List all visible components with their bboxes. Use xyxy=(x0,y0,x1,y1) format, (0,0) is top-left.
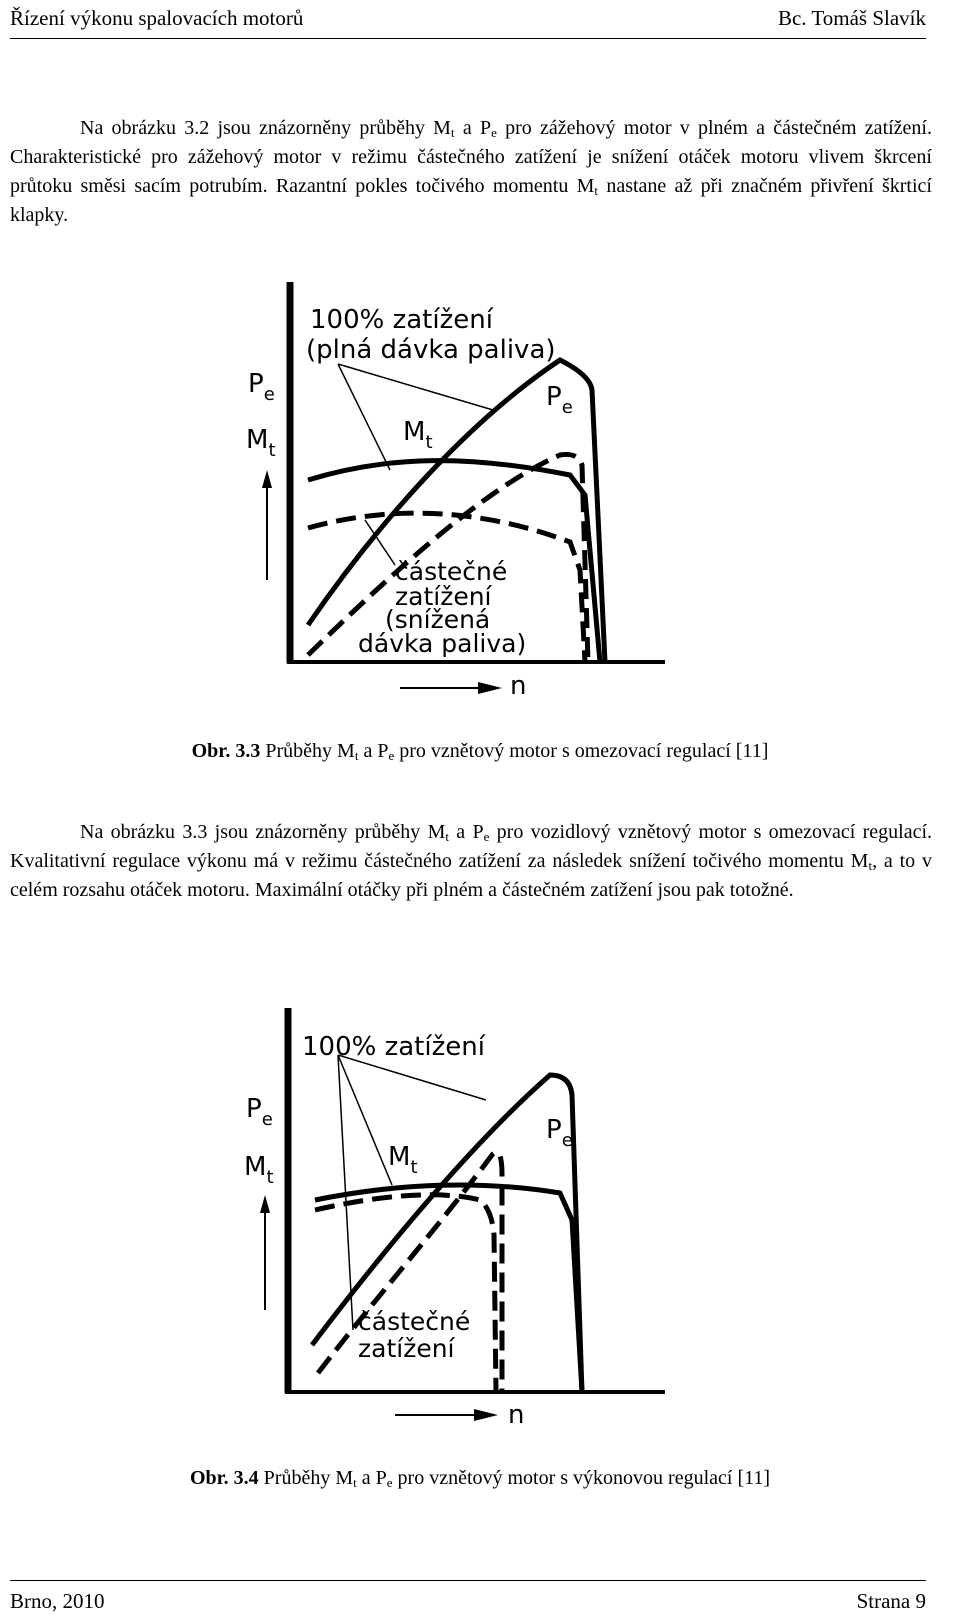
subscript: e xyxy=(491,125,497,140)
y-arrow-head xyxy=(260,1195,270,1213)
y-arrow-head xyxy=(262,470,272,488)
label-partial-3: (snížená xyxy=(385,605,491,634)
header-author: Bc. Tomáš Slavík xyxy=(777,6,926,30)
caption-figure-3-4 xyxy=(0,1464,960,1492)
n-arrow-head xyxy=(478,682,502,694)
caption-text: pro vznětový motor s omezovací regulací [11] xyxy=(394,740,769,762)
header-title: Řízení výkonu spalovacích motorů xyxy=(10,6,304,30)
label-partial-2: zatížení xyxy=(395,582,492,611)
subscript: t xyxy=(868,858,873,873)
axis-label-mt: $M_t$ xyxy=(246,425,276,461)
paragraph-2 xyxy=(10,818,932,905)
curve-label-pe: $P_e$ xyxy=(546,1115,573,1151)
caption-text: Průběhy M xyxy=(258,1467,354,1489)
page-header xyxy=(10,4,926,39)
caption-text: a P xyxy=(356,1467,387,1489)
figure-1-diagram xyxy=(240,280,680,700)
figure-omezovaci-regulace xyxy=(240,280,680,700)
label-full-load-sub: (plná dávka paliva) xyxy=(306,335,556,365)
label-full-load: 100% zatížení xyxy=(310,305,493,335)
label-full-load: 100% zatížení xyxy=(302,1032,485,1062)
leader-line-pe xyxy=(338,364,493,410)
caption-number: Obr. 3.4 xyxy=(189,1467,259,1489)
footer-place-date: Brno, 2010 xyxy=(10,1589,105,1613)
axis-label-pe: $P_e$ xyxy=(246,1094,273,1130)
paragraph-2-text: , a to v celém rozsahu otáček motoru. Maximální otáčky při plném a částečném zatížení jsou pak totožné. xyxy=(10,850,932,901)
figure-2-diagram xyxy=(240,1005,680,1430)
caption-figure-3-3 xyxy=(0,737,960,765)
caption-text: Průběhy M xyxy=(260,740,355,762)
paragraph-2-text: Na obrázku 3.3 jsou znázorněny průběhy M xyxy=(80,821,446,843)
subscript: t xyxy=(594,183,599,198)
subscript: e xyxy=(386,1475,393,1490)
paragraph-1 xyxy=(10,114,932,230)
n-arrow-head xyxy=(474,1409,498,1421)
paragraph-1-text: pro zážehový motor v plném a částečném zatížení. Charakteristické pro zážehový motor v režimu částečného zatížení je snížení otáček motoru vlivem škrcení průtoku směsi sacím potrubím. Razantní pokles točivého momentu M xyxy=(10,117,932,197)
paragraph-1-text: Na obrázku 3.2 jsou znázorněny průběhy M xyxy=(80,117,451,139)
curve-label-mt: $M_t$ xyxy=(403,417,433,453)
axis-label-pe: $P_e$ xyxy=(248,369,275,405)
paragraph-1-text: nastane až při značném přivření škrticí klapky. xyxy=(10,175,932,226)
leader-line-mt xyxy=(338,1055,392,1185)
page-footer xyxy=(10,1580,926,1615)
axis-label-mt: $M_t$ xyxy=(244,1152,274,1188)
subscript: t xyxy=(450,125,455,140)
curve-label-mt: $M_t$ xyxy=(388,1142,418,1178)
subscript: t xyxy=(353,1475,357,1490)
axis-label-n: n xyxy=(510,671,527,700)
figure-vykonova-regulace xyxy=(240,1005,680,1430)
caption-number: Obr. 3.3 xyxy=(191,740,261,762)
label-partial-1: částečné xyxy=(395,557,508,586)
leader-line-mt xyxy=(338,364,390,470)
paragraph-2-text: a P xyxy=(448,821,484,843)
subscript: t xyxy=(445,829,449,844)
footer-page-number: Strana 9 xyxy=(856,1589,926,1613)
paragraph-1-text: a P xyxy=(454,117,492,139)
paragraph-2-text: pro vozidlový vznětový motor s omezovací regulací. Kvalitativní regulace výkonu má v režimu částečného zatížení za následek snížení točivého momentu M xyxy=(10,821,933,872)
caption-text: a P xyxy=(358,740,389,762)
subscript: t xyxy=(354,748,359,763)
axis-label-n: n xyxy=(508,1400,525,1430)
caption-text: pro vznětový motor s výkonovou regulací [11] xyxy=(392,1467,771,1489)
label-partial-1: částečné xyxy=(358,1307,471,1336)
subscript: e xyxy=(483,829,490,844)
label-partial-2: zatížení xyxy=(358,1334,455,1363)
curve-label-pe: $P_e$ xyxy=(546,382,573,418)
label-partial-4: dávka paliva) xyxy=(358,629,527,658)
subscript: e xyxy=(388,748,395,763)
